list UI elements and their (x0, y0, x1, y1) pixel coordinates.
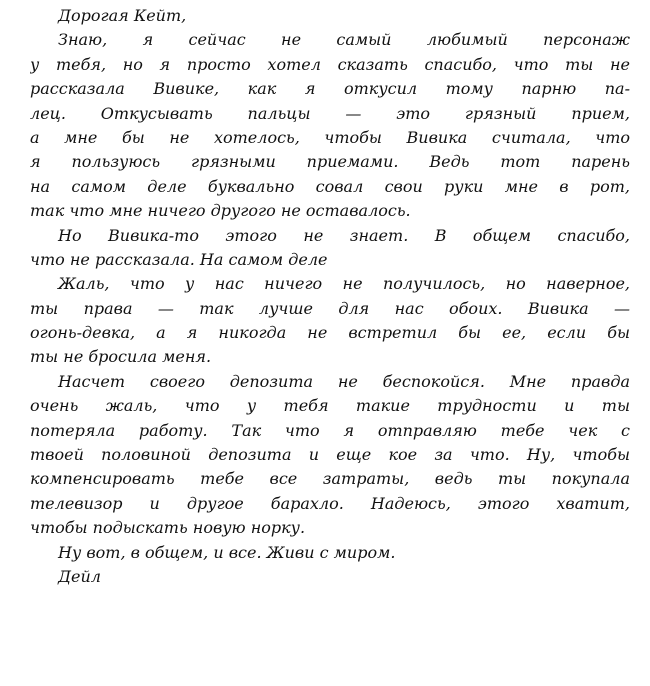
letter-line: что не рассказала. На самом деле (30, 249, 328, 269)
letter-line: твоей половиной депозита и еще кое за что. Ну, чтобы (30, 445, 630, 465)
letter-line: рассказала Вивике, как я откусил тому парню па- (30, 79, 630, 99)
letter-line: на самом деле буквально совал свои руки мне в рот, (30, 176, 630, 196)
letter-line: Но Вивика-то этого не знает. В общем спасибо, (58, 225, 630, 245)
letter-line: телевизор и другое барахло. Надеюсь, этого хватит, (30, 493, 630, 513)
letter-line: а мне бы не хотелось, чтобы Вивика считала, что (30, 127, 630, 147)
letter-greeting: Дорогая Кейт, (58, 6, 187, 25)
letter-line: компенсировать тебе все затраты, ведь ты покупала (30, 469, 630, 489)
letter-line: ты права — так лучше для нас обоих. Вивика — (30, 298, 630, 318)
letter-line: Жаль, что у нас ничего не получилось, но наверное, (58, 274, 630, 294)
letter-line: потеряла работу. Так что я отправляю тебе чек с (30, 420, 630, 440)
letter-line: Знаю, я сейчас не самый любимый персонаж (58, 30, 630, 50)
letter-line: чтобы подыскать новую норку. (30, 518, 306, 538)
letter-line: огонь-девка, а я никогда не встретил бы ее, если бы (30, 323, 630, 343)
letter-line: так что мне ничего другого не оставалось. (30, 201, 411, 221)
letter-line: лец. Откусывать пальцы — это грязный прием, (30, 103, 630, 123)
letter-line: очень жаль, что у тебя такие трудности и ты (30, 396, 630, 416)
letter-line: у тебя, но я просто хотел сказать спасибо, что ты не (30, 54, 630, 74)
letter-signature: Дейл (58, 566, 101, 586)
letter-line: ты не бросила меня. (30, 347, 212, 367)
letter-line: я пользуюсь грязными приемами. Ведь тот парень (30, 152, 630, 172)
letter-line: Ну вот, в общем, и все. Живи с миром. (58, 542, 396, 562)
letter-line: Насчет своего депозита не беспокойся. Мне правда (58, 371, 630, 391)
handwritten-letter (30, 4, 630, 589)
